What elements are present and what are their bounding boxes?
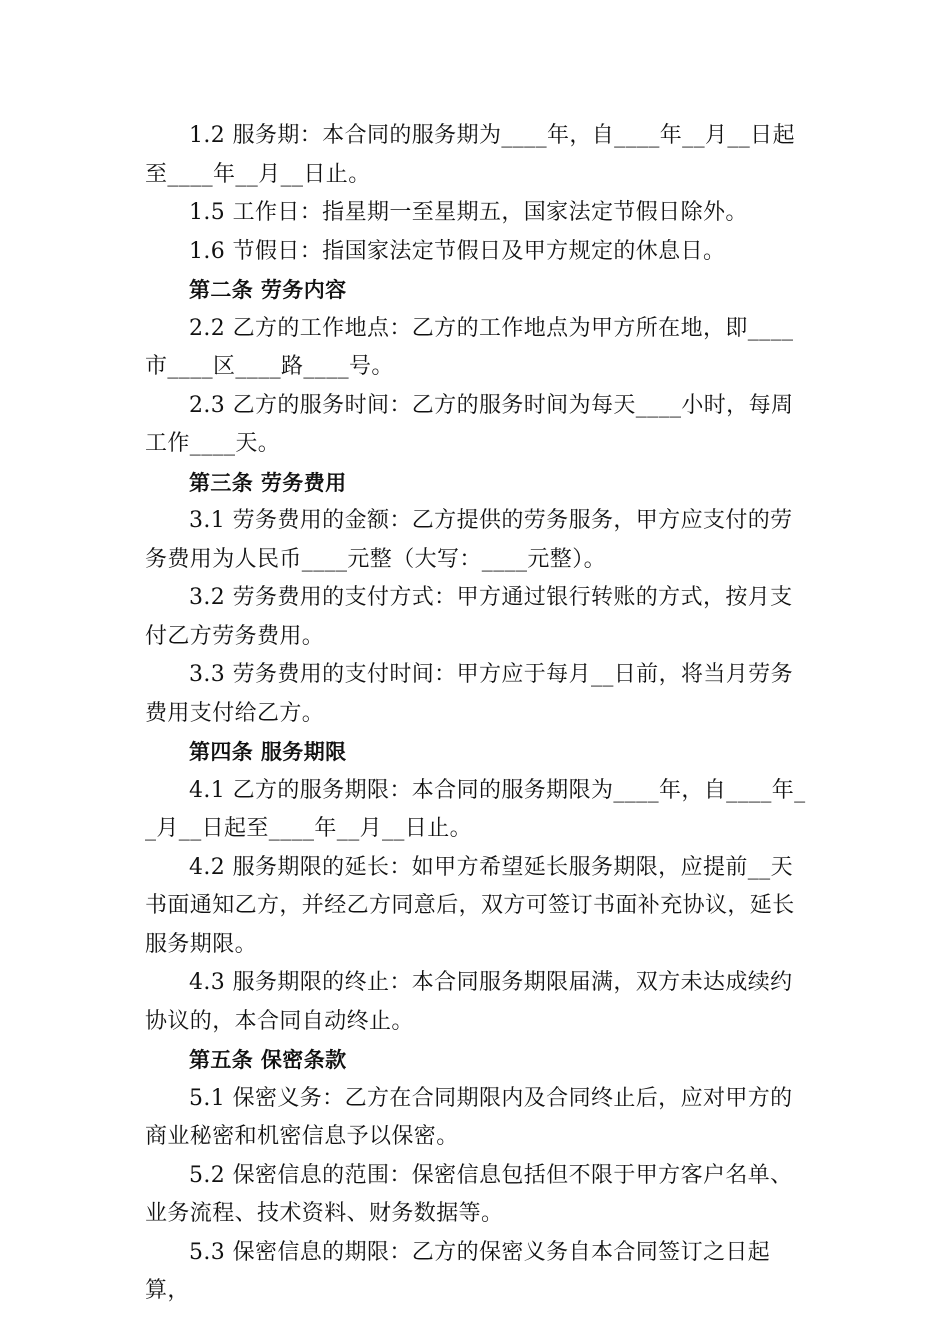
article-4-heading: 第四条 服务期限 [189, 740, 347, 764]
clause-1-6: 1.6 节假日：指国家法定节假日及甲方规定的休息日。 [189, 238, 726, 264]
clause-3-3: 3.3 劳务费用的支付时间：甲方应于每月__日前，将当月劳务费用支付给乙方。 [145, 662, 793, 726]
clause-1-2: 1.2 服务期：本合同的服务期为____年，自____年__月__日起至____年__月__日止。 [145, 123, 795, 187]
clause-4-3: 4.3 服务期限的终止：本合同服务期限届满，双方未达成续约协议的，本合同自动终止。 [145, 970, 793, 1034]
clause-3-1: 3.1 劳务费用的金额：乙方提供的劳务服务，甲方应支付的劳务费用为人民币____元整（大写：____元整）。 [145, 508, 793, 572]
clause-2-3: 2.3 乙方的服务时间：乙方的服务时间为每天____小时，每周工作____天。 [145, 392, 794, 456]
clause-2-2: 2.2 乙方的工作地点：乙方的工作地点为甲方所在地，即____市____区____路____号。 [145, 315, 794, 379]
clause-4-2: 4.2 服务期限的延长：如甲方希望延长服务期限，应提前__天书面通知乙方，并经乙方同意后，双方可签订书面补充协议，延长服务期限。 [145, 854, 795, 957]
clause-5-2: 5.2 保密信息的范围：保密信息包括但不限于甲方客户名单、业务流程、技术资料、财务数据等。 [145, 1162, 793, 1226]
clause-1-5: 1.5 工作日：指星期一至星期五，国家法定节假日除外。 [189, 200, 748, 225]
clause-5-1: 5.1 保密义务：乙方在合同期限内及合同终止后，应对甲方的商业秘密和机密信息予以保密。 [145, 1085, 793, 1149]
article-2-heading: 第二条 劳务内容 [189, 278, 347, 302]
article-3-heading: 第三条 劳务费用 [189, 470, 347, 495]
clause-4-1: 4.1 乙方的服务期限：本合同的服务期限为____年，自____年__月__日起至____年__月__日止。 [145, 777, 806, 841]
article-5-heading: 第五条 保密条款 [189, 1048, 347, 1072]
clause-3-2: 3.2 劳务费用的支付方式：甲方通过银行转账的方式，按月支付乙方劳务费用。 [145, 585, 793, 649]
clause-5-3: 5.3 保密信息的期限：乙方的保密义务自本合同签订之日起算， [145, 1239, 771, 1303]
document-body [145, 117, 810, 1311]
